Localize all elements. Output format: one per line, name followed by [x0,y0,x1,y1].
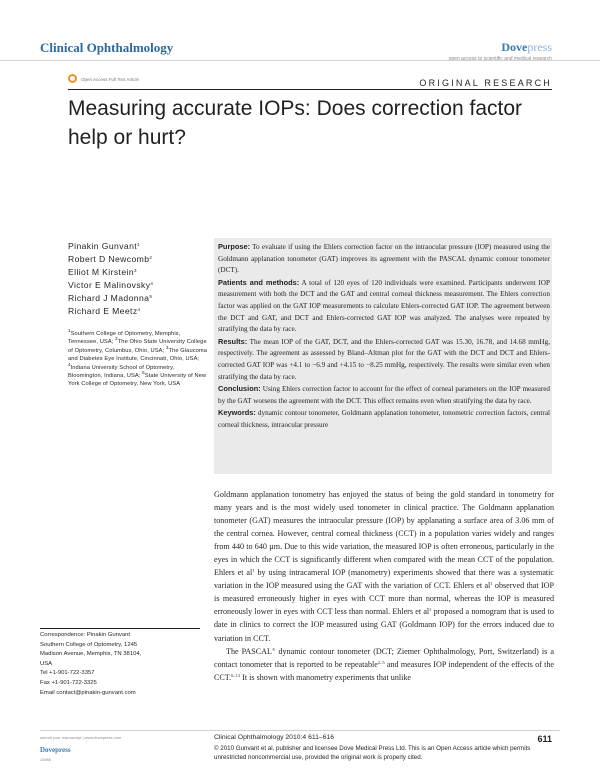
body-paragraph: Goldmann applanation tonometry has enjoyed the status of being the gold standard in tonometry for many years and is the most widely used tonometer in clinical practice. The Goldmann applanation tonometer (GAT) measures the intraocular pressure (IOP) by applanating a surface area of 3.06 mm of the central cornea. However, central corneal thickness (CCT) in a population varies widely and ranges from 440 to 640 µm. Due to this wide variation, the measured IOP is often erroneous, particularly in the eyes in which the CCT is significantly different when compared with the mean CCT of the population. Ehlers et $al^1$ by using intracameral IOP (manometry) experiments showed that there was a systematic variation in the IOP measured using the GAT with the variation of CCT. Ehlers et $al^1$ observed that IOP is measured erroneously higher in eyes with CCT more than normal, whereas the IOP is measured erroneously lower in eyes with CCT less than normal. Ehlers et $al^1$ proposed a nomogram that is used to date in clinics to correct the IOP measured using GAT (Goldmann IOP) for the errors induced due to variation in CCT. [214,490,555,643]
author: Richard J Madonna$^5$ [68,293,153,303]
open-access-icon [68,74,77,83]
author: Elliot M Kirstein$^3$ [68,267,137,277]
publisher-suffix: press [527,40,552,54]
body-text [214,488,554,684]
author: Pinakin Gunvant$^1$ [68,241,140,251]
page-number: 611 [537,734,552,744]
footer-brand: Dovepress [40,746,71,754]
correspondence-email[interactable]: Email contact@pinakin-gunvant.com [40,689,136,696]
correspondence [40,631,210,698]
footer-doi: 11086 [40,757,51,762]
footer-divider [40,730,560,731]
header-divider [0,60,600,61]
abstract-results: Results: The mean IOP of the GAT, DCT, and the Ehlers-corrected GAT was 15.30, 16.78, and 14.68 mmHg, respectively. The agreement as assessed by Bland–Altman plot for the GAT with the DCT and DCT and Ehlers-corrected GAT IOP was +4.1 to −6.9 and +4.15 to −8.25 mmHg, respectively. The results were similar even when stratifying the data by race. [218,336,550,381]
body-paragraph: The PASCAL® dynamic contour tonometer (DCT; Ziemer Ophthalmology, Port, Switzerland) is a contact tonometer that is reported to be repeatable$^{2-5}$ and measures IOP independent of the effects of the CCT.$^{6-13}$ It is shown with manometry experiments that unlike [214,646,554,682]
abstract-methods: Patients and methods: A total of 120 eyes of 120 individuals were examined. Participants underwent IOP measurement with both the DCT and the GAT and central corneal thickness measurement. The Ehlers correction factor was applied on the GAT IOP measurements to calculate Ehlers-corrected GAT IOP. The agreement between the DCT and GAT, and DCT and Ehlers-corrected GAT IOP was analyzed. The analyses were repeated by stratifying the data by race. [218,277,550,334]
author: Victor E Malinovsky$^4$ [68,280,154,290]
journal-name: Clinical Ophthalmology [40,40,174,55]
correspondence-tel: Tel +1-901-722-3357 [40,670,95,677]
article-title: Measuring accurate IOPs: Does correction factor help or hurt? [68,97,523,149]
section-label: ORIGINAL RESEARCH [419,78,552,88]
correspondence-address: Madison Avenue, Memphis, TN 38104, [40,651,142,658]
abstract-conclusion: Conclusion: Using Ehlers correction factor to account for the effect of corneal parameters on the IOP measured by the GAT worsens the agreement with the DCT. This effect remains even when stratifying the data by race. [218,384,550,405]
correspondence-address: USA [40,660,53,667]
publisher-main: Dove [501,40,528,54]
publisher-logo [501,40,552,55]
footer-license: © 2010 Gunvant et al, publisher and licensee Dove Medical Press Ltd. This is an Open Access article which permits unrestricted noncommercial use, provided the original work is properly cited. [214,745,531,761]
abstract-keywords: Keywords: dynamic contour tonometer, Goldmann applanation tonometer, tonometric correction factors, central corneal thickness, intraocular pressure [218,408,550,429]
abstract [218,241,550,432]
correspondence-address: Southern College of Optometry, 1245 [40,641,138,648]
correspondence-fax: Fax +1-901-722-3325 [40,679,97,686]
section-divider [68,89,552,90]
publisher-tagline: open access to scientific and medical research [448,56,552,62]
author: Richard E Meetz$^4$ [68,306,141,316]
author-list [68,240,208,318]
author: Robert D Newcomb$^2$ [68,254,153,264]
submit-manuscript-link[interactable]: submit your manuscript | www.dovepress.com [40,735,122,740]
correspondence-label: Correspondence: Pinakin Gunvant [40,632,131,638]
correspondence-divider [40,628,200,629]
affiliations: $^1$Southern College of Optometry, Memphis, Tennessee, USA; $^2$The Ohio State University College of Optometry, Columbus, Ohio, USA; $^3$The Glaucoma and Diabetes Eye Institute, Cincinnati, Ohio, USA; $^4$Indiana University School of Optometry, Bloomington, Indiana, USA; $^5$State University of New York College of Optometry, New York, USA [68,328,208,388]
footer-citation: Clinical Ophthalmology 2010:4 611–616 [214,734,335,741]
open-access-label: Open Access Full Text Article [81,77,139,82]
abstract-purpose: Purpose: To evaluate if using the Ehlers correction factor on the intraocular pressure (IOP) measured using the Goldmann applanation tonometer (GAT) improves its agreement with the PASCAL dynamic contour tonometer (DCT). [218,242,550,275]
